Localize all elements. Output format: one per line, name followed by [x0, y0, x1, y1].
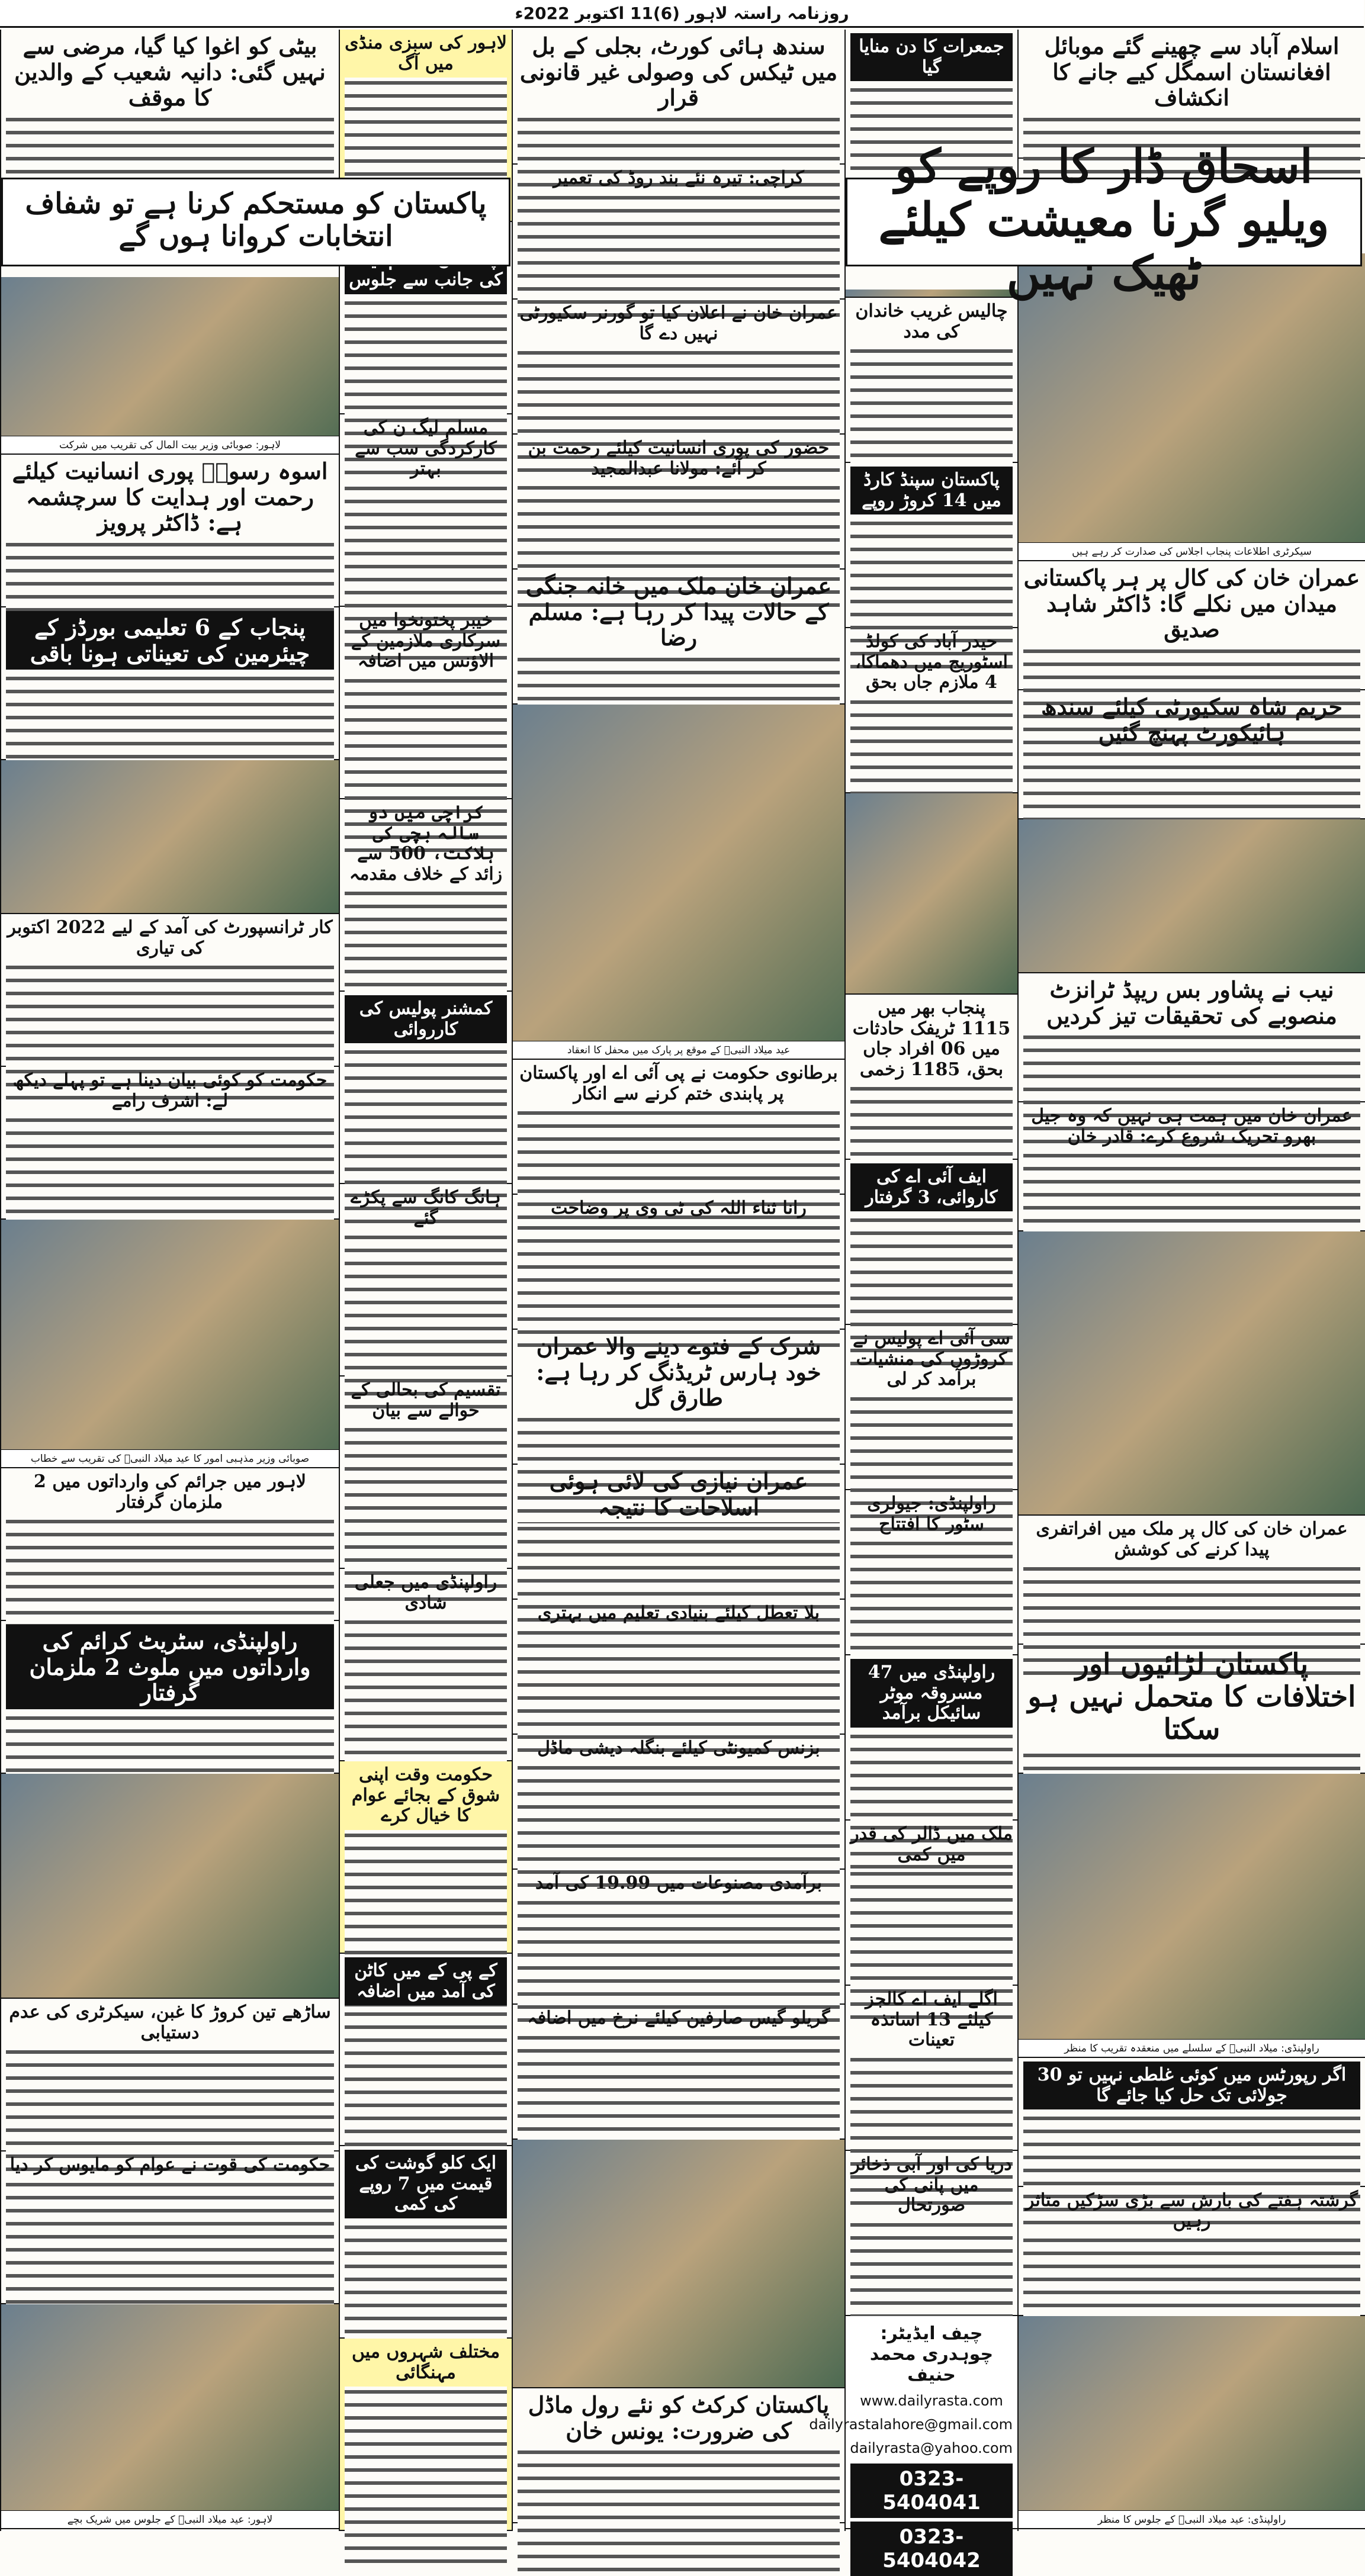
story-headline: دریا کی اور آبی ذخائر میں پانی کی صورتحال [851, 2154, 1012, 2215]
news-story [1, 30, 339, 182]
story-headline: حریم شاہ سکیورٹی کیلئے سندھ ہائیکورٹ پہنچ گئیں [1040, 693, 1343, 746]
news-story [846, 628, 1017, 793]
news-story [513, 165, 844, 300]
contact-email: dailyrastalahore@gmail.com [809, 2416, 1013, 2433]
story-body [345, 2387, 507, 2571]
story-headline: حضور کی پوری انسانیت کیلئے رحمت بن کر آئے: مولانا عبدالمجید [528, 438, 830, 479]
contact-phone: 0323-5404042 [850, 2522, 1013, 2576]
lead-banner-economy [846, 140, 1362, 300]
story-headline: سی آئی اے پولیس نے کروڑوں کی منشیات برآمد کر لی [853, 1328, 1010, 1390]
photo-caption: صوبائی وزیر مذہبی امور کا عید میلاد النبیؐ کی تقریب سے خطاب [1, 1449, 339, 1467]
story-body [518, 2447, 840, 2574]
news-story [1, 2152, 339, 2304]
photo-caption: لاہور: عید میلاد النبیؐ کے جلوس میں شریک بچے [1, 2510, 339, 2528]
story-headline: اگر رپورٹس میں کوئی غلطی نہیں تو 30 جولائی تک حل کیا جائے گا [1023, 2062, 1360, 2109]
news-story [340, 1569, 512, 1761]
photo-caption: سیکرٹری اطلاعات پنجاب اجلاس کی صدارت کر رہے ہیں [1019, 542, 1365, 560]
story-headline: اسلام آباد سے چھینے گئے موبائل افغانستان اسمگل کیے جانے کا انکشاف [1044, 33, 1340, 111]
story-headline: مختلف شہروں میں مہنگائی [351, 2342, 500, 2383]
news-story [846, 1160, 1017, 1325]
news-story [340, 1184, 512, 1377]
news-story [1, 1067, 339, 1220]
story-headline: جمعرات کا دن منایا گیا [850, 33, 1013, 81]
story-headline: عمران خان میں ہمت ہی نہیں کہ وہ جیل بھرو تحریک شروع کرے: قادر خان [1031, 1105, 1353, 1147]
story-headline: حکومت وقت اپنی شوق کے بجائے عوام کا خیال کرے [351, 1764, 500, 1826]
news-story [513, 1195, 844, 1330]
news-story [846, 463, 1017, 628]
news-story [1, 1621, 339, 1774]
news-story [1019, 1102, 1365, 1231]
story-headline: راولپنڈی میں 47 مسروقہ موٹر سائیکل برآمد [850, 1659, 1013, 1728]
story-headline: اسوہ رسولؐ پوری انسانیت کیلئے رحمت اور ہدایت کا سرچشمہ ہے: ڈاکٹر پرویز [12, 458, 328, 536]
story-headline: کراچی: تیرہ نئے بند روڈ کی تعمیر [553, 168, 804, 188]
news-story [846, 1325, 1017, 1490]
contact-phone: 0323-5404041 [850, 2464, 1013, 2518]
news-story [846, 2151, 1017, 2316]
news-story [1019, 561, 1365, 690]
story-headline: کمشنر پولیس کی کارروائی [345, 995, 507, 1043]
news-story [1019, 1645, 1365, 1774]
story-headline: خیبر پختونخوا میں سرکاری ملازمین کے الاؤنس میں اضافہ [351, 610, 501, 671]
story-headline: حیدر آباد کی کولڈ اسٹوریج میں دھماکا، 4 ملازم جاں بحق [855, 631, 1008, 693]
news-story [513, 1870, 844, 2005]
news-story [1, 607, 339, 760]
story-headline: عمران خان ملک میں خانہ جنگی کے حالات پیدا کر رہا ہے: مسلم رضا [525, 573, 832, 651]
story-headline: کی جانب سے جلوس [345, 226, 507, 294]
news-photo [1019, 1231, 1365, 1516]
news-story [1019, 690, 1365, 819]
news-photo [513, 705, 844, 1060]
news-story [1019, 973, 1365, 1102]
news-story [340, 992, 512, 1184]
news-story [340, 1761, 512, 1954]
column-5 [0, 30, 339, 2531]
story-headline: مسلم لیگ ن کی کارکردگی سب سے بہتر [355, 417, 497, 479]
contact-email: dailyrasta@yahoo.com [850, 2440, 1013, 2456]
news-story [513, 2388, 844, 2523]
story-headline: عمران نیازی کی لائی ہوئی اسلاحات کا نتیجہ [549, 1468, 808, 1520]
news-story [846, 1986, 1017, 2151]
story-headline: رانا ثناء اللہ کی ٹی وی پر وضاحت [551, 1198, 807, 1218]
news-story [513, 30, 844, 165]
story-headline: بلا تعطل کیلئے بنیادی تعلیم میں بہتری [537, 1603, 820, 1623]
news-photo [513, 2140, 844, 2388]
date-line: روزنامہ راستہ لاہور (6)11 اکتوبر 2022ء [515, 3, 849, 23]
story-headline: پاکستان لڑائیوں اور اختلافات کا متحمل نہیں ہو سکتا [1027, 1648, 1356, 1747]
column-4 [339, 30, 512, 2531]
news-story [1019, 2187, 1365, 2316]
story-headline: کراچی میں دو سالہ بچی کی ہلاکت، 500 سے زائد کے خلاف مقدمہ [349, 802, 503, 885]
story-body [6, 2179, 334, 2324]
story-headline: تقسیم کی بحالی کے حوالے سے بیان [351, 1379, 501, 1421]
story-headline: اگلے ایف اے کالجز کیلئے 13 اساتذہ تعینات [865, 1989, 998, 2050]
news-story [513, 1735, 844, 1870]
story-headline: بیٹی کو اغوا کیا گیا، مرضی سے نہیں گئی: دانیہ شعیب کے والدین کا موقف [14, 33, 326, 111]
news-photo [1019, 819, 1365, 973]
news-story [513, 1060, 844, 1195]
news-story [513, 2005, 844, 2140]
news-story [846, 1655, 1017, 1821]
news-photo [1019, 2316, 1365, 2529]
story-headline: چالیس غریب خاندان کی مدد [855, 301, 1008, 342]
news-story [340, 799, 512, 992]
news-story [1019, 2058, 1365, 2187]
news-photo [1, 2304, 339, 2529]
photo-caption: عید میلاد النبیؐ کے موقع پر پارک میں محفل کا انعقاد [513, 1041, 844, 1059]
news-photo [1, 277, 339, 455]
contact-website: www.dailyrasta.com [860, 2392, 1003, 2409]
news-photo [1, 1774, 339, 1999]
lead-headline: پاکستان کو مستحکم کرنا ہے تو شفاف انتخابات کروانا ہوں گے [25, 186, 487, 253]
column-2 [809, 30, 1017, 2572]
news-story [513, 1330, 844, 1465]
news-story [1, 914, 339, 1067]
story-headline: ساڑھے تین کروڑ کا غبن، سیکرٹری کی عدم دستیابی [9, 2002, 331, 2043]
story-headline: ہانگ کانگ سے پکڑے گئے [351, 1187, 501, 1228]
news-photo [846, 793, 1017, 995]
story-headline: حکومت کی قوت نے عوام کو مایوس کر دیا [9, 2154, 330, 2175]
news-story [513, 1465, 844, 1600]
news-story [340, 2146, 512, 2339]
news-story [846, 1821, 1017, 1986]
story-headline: حکومت کو کوئی بیان دینا ہے تو پہلے دیکھ لے: اشرف رامے [12, 1070, 327, 1111]
news-story [846, 298, 1017, 463]
news-photo [1, 760, 339, 914]
column-3 [512, 30, 844, 2531]
news-story [1, 455, 339, 607]
photo-caption: راولپنڈی: میلاد النبیؐ کے سلسلے میں منعقدہ تقریب کا منظر [1019, 2039, 1365, 2057]
story-headline: عمران خان کی کال پر ملک میں افراتفری پیدا کرنے کی کوشش [1036, 1519, 1348, 1560]
news-story [1, 1999, 339, 2152]
news-story [513, 435, 844, 570]
story-headline: شرک کے فتوے دینے والا عمران خود ہارس ٹریڈنگ کر رہا ہے: طارق گل [536, 1333, 821, 1411]
masthead [0, 0, 1364, 28]
story-headline: گرشتہ ہفتے کی بارش سے بڑی سڑکیں متاثر رہیں [1025, 2190, 1358, 2231]
story-headline: لاہور کی سبزی منڈی میں آگ [345, 33, 507, 74]
story-headline: نیب نے پشاور بس ریپڈ ٹرانزٹ منصوبے کی تحقیقات تیز کردیں [1046, 976, 1337, 1029]
story-headline: سندھ ہائی کورٹ، بجلی کے بل میں ٹیکس کی وصولی غیر قانونی قرار [519, 33, 838, 111]
news-photo [1, 1220, 339, 1468]
contact-editor: چیف ایڈیٹر: چوہدری محمد حنیف [869, 2323, 994, 2385]
news-story [340, 2339, 512, 2531]
news-story [846, 995, 1017, 1160]
news-story [1019, 1516, 1365, 1645]
story-headline: کے پی کے میں کاٹن کی آمد میں اضافہ [345, 1957, 507, 2005]
story-headline: عمران خان کی کال پر ہر پاکستانی میدان میں نکلے گا: ڈاکٹر شاہد صدیق [1023, 564, 1360, 643]
photo-caption: لاہور: صوبائی وزیر بیت المال کی تقریب میں شرکت [1, 436, 339, 454]
story-headline: عمران خان نے اعلان کیا تو گورنر سکیورٹی نہیں دے گا [519, 303, 838, 344]
story-headline: پاکستان سپنڈ کارڈ میں 14 کروڑ روپے [850, 467, 1013, 514]
photo-caption: راولپنڈی: عید میلاد النبیؐ کے جلوس کا منظر [1019, 2510, 1365, 2528]
contact-box [809, 2316, 1017, 2572]
story-headline: بزنس کمیونٹی کیلئے بنگلہ دیشی ماڈل [537, 1738, 820, 1758]
story-headline: برآمدی مصنوعات میں 19.99 کی آمد [535, 1873, 823, 1893]
story-headline: ملک میں ڈالر کی قدر میں کمی [850, 1824, 1013, 1865]
story-headline: راولپنڈی میں جعلی شادی [354, 1572, 497, 1613]
news-story [340, 1377, 512, 1569]
story-headline: برطانوی حکومت نے پی آئی اے اور پاکستان پر پابندی ختم کرنے سے انکار [519, 1063, 838, 1104]
news-photo [1019, 1774, 1365, 2058]
news-story [340, 1954, 512, 2146]
story-headline: راولپنڈی: جیولری سٹور کا افتتاح [867, 1493, 996, 1535]
news-story [340, 607, 512, 799]
story-headline: ایک کلو گوشت کی قیمت میں 7 روپے کی کمی [345, 2150, 507, 2218]
story-headline: کار ٹرانسپورٹ کی آمد کے لیے 2022 اکتوبر کی تیاری [7, 917, 333, 959]
news-story [513, 300, 844, 435]
story-headline: گریلو گیس صارفین کیلئے نرخ میں اضافہ [527, 2008, 830, 2028]
story-headline: لاہور میں جرائم کی وارداتوں میں 2 ملزمان گرفتار [33, 1471, 307, 1513]
news-story [513, 1600, 844, 1735]
news-story [340, 414, 512, 607]
story-headline: پنجاب بھر میں 1115 ٹریفک حادثات میں 06 افراد جاں بحق، 1185 زخمی [852, 998, 1011, 1080]
news-story [1, 1468, 339, 1621]
news-story [846, 1490, 1017, 1655]
column-1 [1017, 30, 1365, 2531]
story-headline: ایف آئی اے کی کاروائی، 3 گرفتار [850, 1163, 1013, 1211]
story-headline: راولپنڈی، سٹریٹ کرائم کی وارداتوں میں ملوث 2 ملزمان گرفتار [6, 1625, 334, 1709]
story-headline: پنجاب کے 6 تعلیمی بورڈز کے چیئرمین کی تعیناتی ہونا باقی [6, 611, 334, 670]
news-story [513, 570, 844, 705]
lead-banner-elections [1, 178, 510, 266]
news-story [1019, 30, 1365, 159]
story-headline: پاکستان کرکٹ کو نئے رول ماڈل کی ضرورت: یونس خان [528, 2391, 830, 2444]
lead-headline: اسحاق ڈار کا روپے کو ویلیو گرنا معیشت کیلئے ٹھیک نہیں [878, 140, 1329, 300]
